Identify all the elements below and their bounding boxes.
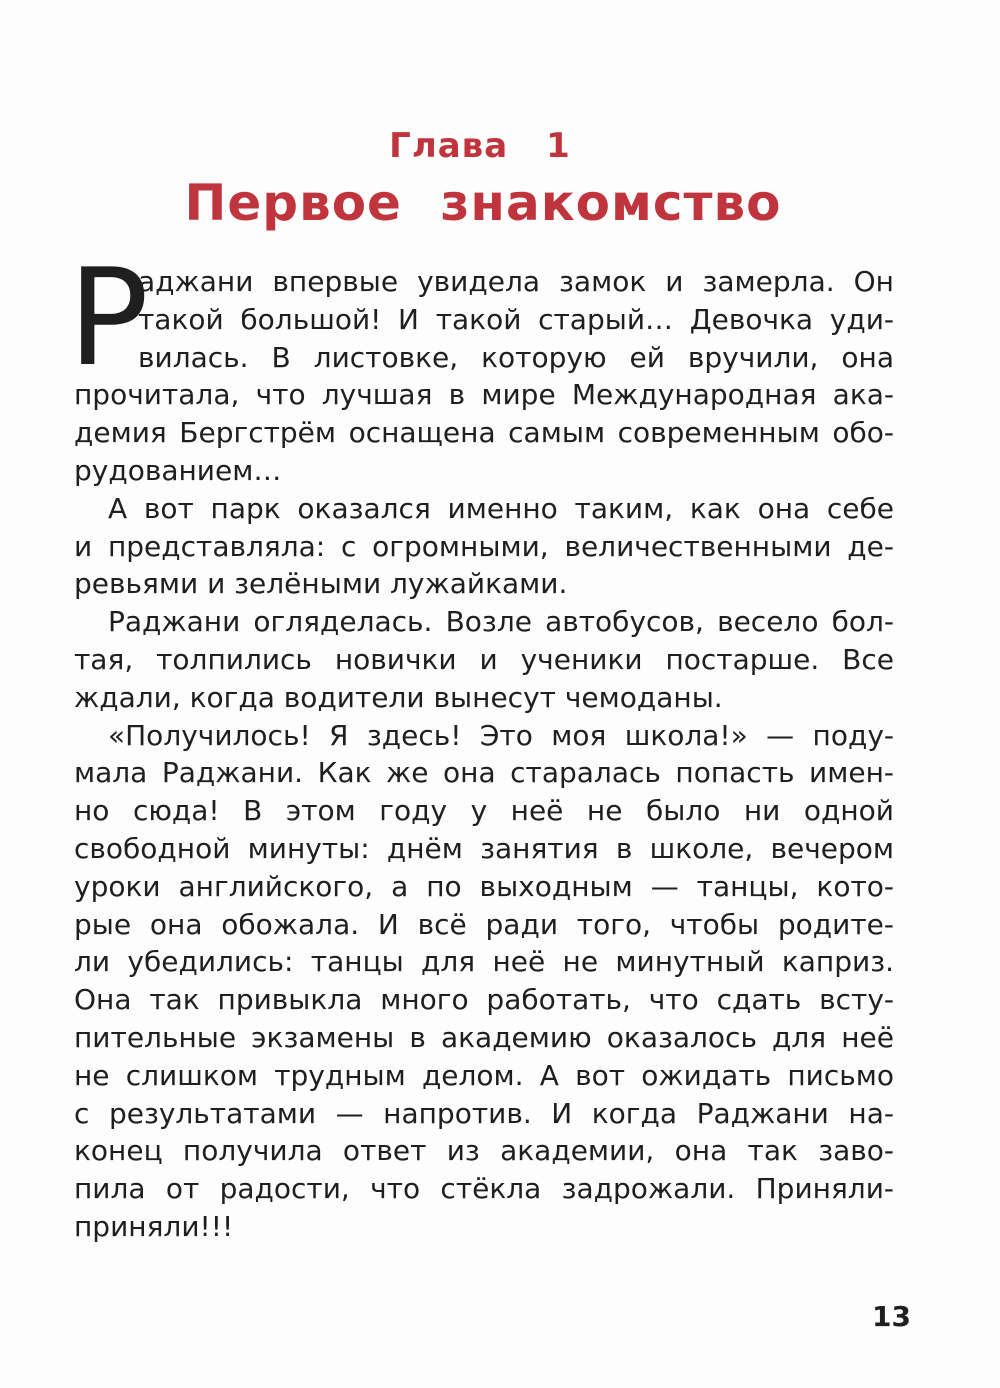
- text-line: с результатами — напротив. И когда Раджани на-: [74, 1096, 894, 1130]
- text-line: тая, толпились новички и ученики постарше. Все: [74, 642, 894, 676]
- text-line: свободной минуты: днём занятия в школе, вечером: [74, 831, 894, 865]
- text-line: рудованием…: [74, 453, 282, 487]
- text-line: не слишком трудным делом. А вот ожидать письмо: [74, 1058, 894, 1092]
- text-line: уроки английского, а по выходным — танцы, кото-: [74, 869, 894, 903]
- text-line: демия Бергстрём оснащена самым современным обо-: [74, 416, 894, 450]
- chapter-number: 1: [546, 126, 571, 166]
- text-line: и представляла: с огромными, величественными де-: [74, 529, 894, 563]
- text-line: но сюда! В этом году у неё не было ни одной: [74, 794, 894, 828]
- text-line: прочитала, что лучшая в мире Международная ака-: [74, 378, 894, 412]
- text-line: ждали, когда водители вынесут чемоданы.: [74, 680, 723, 714]
- text-line: приняли!!!: [74, 1209, 234, 1243]
- text-line: пительные экзамены в академию оказалось для неё: [74, 1020, 894, 1054]
- text-line: мала Раджани. Как же она старалась попасть имен-: [74, 756, 894, 790]
- text-line: А вот парк оказался именно таким, как она себе: [108, 491, 894, 525]
- drop-cap: Р: [68, 240, 149, 396]
- body-text: [74, 263, 894, 1246]
- chapter-word: Глава: [389, 126, 509, 166]
- page-number: 13: [872, 1300, 911, 1333]
- text-line: ли убедились: танцы для неё не минутный каприз.: [74, 945, 894, 979]
- text-line: ревьями и зелёными лужайками.: [74, 567, 568, 601]
- text-line: рые она обожала. И всё ради того, чтобы родите-: [74, 907, 894, 941]
- text-line: пила от радости, что стёкла задрожали. Приняли-: [74, 1172, 894, 1206]
- text-line: такой большой! И такой старый… Девочка уди-: [138, 302, 894, 336]
- text-line: аджани впервые увидела замок и замерла. Он: [138, 265, 894, 298]
- text-line: Она так привыкла много работать, что сдать всту-: [74, 983, 894, 1017]
- chapter-label: [0, 126, 960, 166]
- text-line: вилась. В листовке, которую ей вручили, она: [138, 340, 894, 374]
- text-line: Раджани огляделась. Возле автобусов, весело бол-: [108, 605, 894, 639]
- chapter-title: Первое знакомство: [184, 174, 782, 232]
- text-line: «Получилось! Я здесь! Это моя школа!» — поду-: [108, 718, 894, 752]
- text-line: конец получила ответ из академии, она так заво-: [74, 1134, 894, 1168]
